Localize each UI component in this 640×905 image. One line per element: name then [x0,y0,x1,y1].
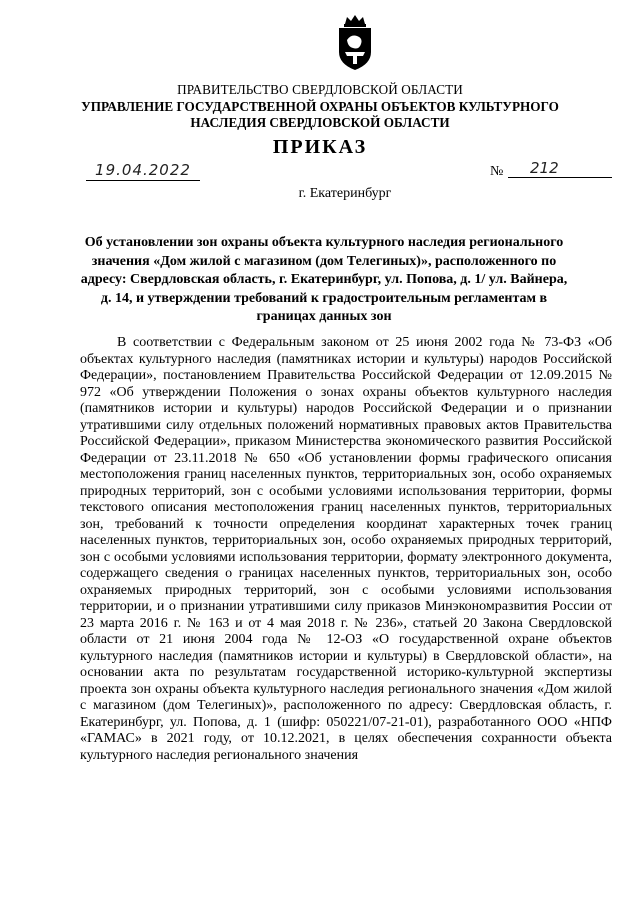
document-type: ПРИКАЗ [272,136,368,158]
sverdlovsk-coat-of-arms-icon [333,14,377,72]
document-date: 19.04.2022 [86,160,200,181]
department-name: УПРАВЛЕНИЕ ГОСУДАРСТВЕННОЙ ОХРАНЫ ОБЪЕКТОВ КУЛЬТУРНОГО НАСЛЕДИЯ СВЕРДЛОВСКОЙ ОБЛАСТИ [81,99,559,130]
document-number: 212 [508,158,612,178]
document-title: Об установлении зон охраны объекта культурного наследия регионального значения «Дом жилой с магазином (дом Телегиных)», расположенного по адресу: Свердловская область, г. Екатеринбург, ул. Попова, д. 1/ ул. Вайнера, д. 14, и утверждении требований к градостроительным регламентам в границах данных зон [80,235,568,324]
body-paragraph: В соответствии с Федеральным законом от 25 июня 2002 года № 73-ФЗ «Об объектах культурного наследия (памятниках истории и культуры) народов Российской Федерации», постановлением Правительства Российской Федерации от 12.09.2015 № 972 «Об утверждении Положения о зонах охраны объектов культурного наследия (памятников истории и культуры) народов Российской Федерации и о признании утратившими силу отдельных положений нормативных правовых актов Правительства Российской Федерации», приказом Министерства экономического развития Российской Федерации от 23.11.2018 № 650 «Об установлении формы графического описания местоположения границ населенных пунктов, территориальных зон, особо охраняемых природных территорий, зон с особыми условиями использования территории, формы текстового описания местоположения границ населенных пунктов, территориальных зон, требований к точности определения координат характерных точек границ населенных пунктов, территориальных зон, особо охраняемых природных территорий, зон с особыми условиями использования территории, формату электронного документа, содержащего сведения о границах населенных пунктов, территориальных зон, особо охраняемых природных территорий, зон с особыми условиями использования территории, и о признании утратившими силу приказов Минэкономразвития России от 23 марта 2016 г. № 163 и от 4 мая 2018 г. № 236», статьей 20 Закона Свердловской области от 21 июня 2004 года № 12-ОЗ «О государственной охране объектов культурного наследия (памятников истории и культуры) в Свердловской области», на основании акта по результатам государственной историко-культурной экспертизы проекта зон охраны объекта культурного наследия регионального значения «Дом жилой с магазином (дом Телегиных)», расположенного по адресу: Свердловская область, г. Екатеринбург, ул. Попова, д. 1 (шифр: 050221/07-21-01), разработанного ООО «НПФ «ГАМАС» в 2021 году, от 10.12.2021, в целях обеспечения сохранности объекта культурного наследия регионального значения [80,335,612,763]
government-name: ПРАВИТЕЛЬСТВО СВЕРДЛОВСКОЙ ОБЛАСТИ [177,82,463,97]
city: г. Екатеринбург [298,186,392,201]
number-label: № [490,164,504,179]
